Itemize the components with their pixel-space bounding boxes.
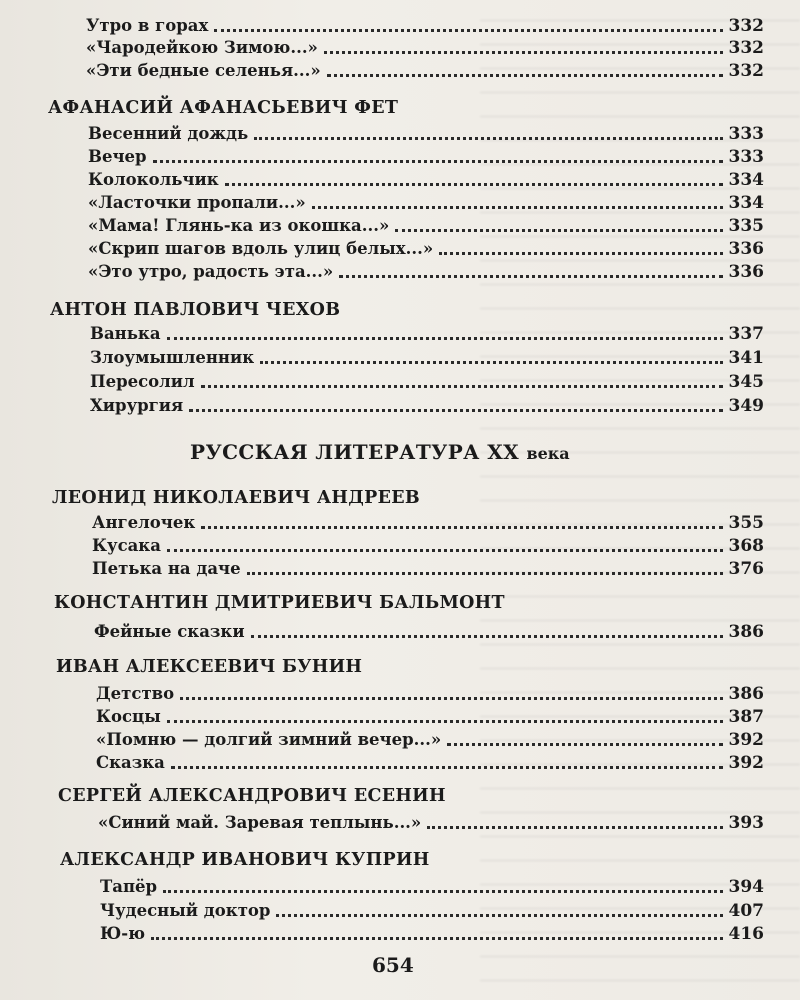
entry-page: 349: [728, 396, 764, 416]
toc-entry: [90, 344, 764, 368]
dot-leader: [171, 765, 723, 769]
entry-page: 335: [728, 216, 764, 236]
toc-entry: [88, 120, 764, 144]
author-heading: ИВАН АЛЕКСЕЕВИЧ БУНИН: [56, 657, 363, 677]
entry-page: 336: [728, 239, 764, 259]
dot-leader: [167, 548, 723, 552]
entry-title: «Эти бедные селенья...»: [86, 61, 321, 80]
dot-leader: [167, 719, 723, 723]
entry-title: «Это утро, радость эта...»: [88, 262, 334, 281]
entry-title: Ю-ю: [100, 924, 146, 943]
dot-leader: [260, 360, 722, 364]
toc-entry: [88, 143, 764, 167]
entry-title: Чудесный доктор: [100, 901, 271, 920]
entry-page: 334: [728, 170, 764, 190]
entry-page: 333: [728, 124, 764, 144]
entry-page: 334: [728, 193, 764, 213]
dot-leader: [153, 159, 723, 163]
entry-page: 386: [728, 684, 764, 704]
toc-entry: [96, 703, 764, 727]
entry-page: 387: [728, 707, 764, 727]
entry-title: Кусака: [92, 536, 161, 555]
toc-entry: [90, 368, 764, 392]
dot-leader: [167, 336, 723, 340]
author-heading: АНТОН ПАВЛОВИЧ ЧЕХОВ: [50, 300, 341, 320]
entry-title: Косцы: [96, 707, 161, 726]
entry-page: 332: [728, 16, 764, 36]
dot-leader: [447, 742, 722, 746]
author-heading: ЛЕОНИД НИКОЛАЕВИЧ АНДРЕЕВ: [52, 488, 420, 508]
entry-title: Ванька: [90, 324, 161, 343]
toc-entry: [88, 258, 764, 282]
dot-leader: [201, 384, 723, 388]
toc-entry: [88, 212, 764, 236]
author-heading: СЕРГЕЙ АЛЕКСАНДРОВИЧ ЕСЕНИН: [58, 786, 446, 806]
dot-leader: [163, 889, 722, 893]
toc-entry: [90, 392, 764, 416]
entry-title: Злоумышленник: [90, 348, 255, 367]
entry-title: Петька на даче: [92, 559, 241, 578]
dot-leader: [225, 182, 723, 186]
dot-leader: [189, 408, 722, 412]
toc-entry: [86, 34, 764, 58]
entry-title: «Чародейкою Зимою...»: [86, 38, 318, 57]
entry-page: 336: [728, 262, 764, 282]
section-title-suffix: века: [526, 444, 570, 463]
toc-entry: [96, 680, 764, 704]
entry-page: 368: [728, 536, 764, 556]
toc-entry: [96, 749, 764, 773]
dot-leader: [312, 205, 723, 209]
dot-leader: [395, 228, 722, 232]
entry-page: 345: [728, 372, 764, 392]
dot-leader: [251, 634, 723, 638]
entry-page: 392: [728, 753, 764, 773]
toc-entry: [86, 12, 764, 36]
entry-title: «Ласточки пропали...»: [88, 193, 306, 212]
entry-page: 392: [728, 730, 764, 750]
entry-page: 407: [728, 901, 764, 921]
toc-entry: [96, 726, 764, 750]
entry-title: «Синий май. Заревая теплынь...»: [98, 813, 422, 832]
entry-title: Тапёр: [100, 877, 158, 896]
entry-page: 386: [728, 622, 764, 642]
entry-title: Фейные сказки: [94, 622, 245, 641]
toc-entry: [94, 618, 764, 642]
dot-leader: [180, 696, 722, 700]
entry-title: Ангелочек: [92, 513, 196, 532]
entry-title: Детство: [96, 684, 175, 703]
entry-page: 337: [728, 324, 764, 344]
entry-page: 393: [728, 813, 764, 833]
entry-title: Колокольчик: [88, 170, 219, 189]
section-title: [190, 440, 570, 464]
author-heading: АФАНАСИЙ АФАНАСЬЕВИЧ ФЕТ: [48, 98, 399, 118]
entry-title: «Мама! Глянь-ка из окошка...»: [88, 216, 390, 235]
entry-page: 394: [728, 877, 764, 897]
toc-entry: [92, 509, 764, 533]
entry-title: «Помню — долгий зимний вечер...»: [96, 730, 442, 749]
toc-entry: [100, 897, 764, 921]
author-heading: КОНСТАНТИН ДМИТРИЕВИЧ БАЛЬМОНТ: [54, 593, 505, 613]
page-number: 654: [372, 953, 414, 977]
entry-page: 376: [728, 559, 764, 579]
dot-leader: [439, 251, 722, 255]
entry-title: «Скрип шагов вдоль улиц белых...»: [88, 239, 434, 258]
entry-title: Утро в горах: [86, 16, 209, 35]
toc-entry: [100, 920, 764, 944]
entry-title: Весенний дождь: [88, 124, 249, 143]
dot-leader: [214, 28, 722, 32]
dot-leader: [247, 571, 723, 575]
entry-page: 332: [728, 61, 764, 81]
dot-leader: [324, 50, 723, 54]
dot-leader: [201, 525, 722, 529]
author-heading: АЛЕКСАНДР ИВАНОВИЧ КУПРИН: [60, 850, 430, 870]
entry-page: 333: [728, 147, 764, 167]
entry-page: 355: [728, 513, 764, 533]
dot-leader: [254, 136, 722, 140]
entry-page: 341: [728, 348, 764, 368]
entry-title: Пересолил: [90, 372, 195, 391]
dot-leader: [151, 936, 722, 940]
entry-title: Хирургия: [90, 396, 184, 415]
toc-entry: [88, 235, 764, 259]
toc-entry: [98, 809, 764, 833]
entry-page: 332: [728, 38, 764, 58]
entry-title: Вечер: [88, 147, 147, 166]
section-title-main: РУССКАЯ ЛИТЕРАТУРА XX: [190, 440, 520, 464]
toc-entry: [100, 873, 764, 897]
toc-entry: [88, 166, 764, 190]
dot-leader: [276, 913, 722, 917]
toc-entry: [92, 532, 764, 556]
toc-entry: [90, 320, 764, 344]
dot-leader: [327, 73, 723, 77]
dot-leader: [427, 825, 722, 829]
toc-entry: [86, 57, 764, 81]
toc-entry: [92, 555, 764, 579]
dot-leader: [339, 274, 722, 278]
entry-title: Сказка: [96, 753, 165, 772]
toc-entry: [88, 189, 764, 213]
entry-page: 416: [728, 924, 764, 944]
